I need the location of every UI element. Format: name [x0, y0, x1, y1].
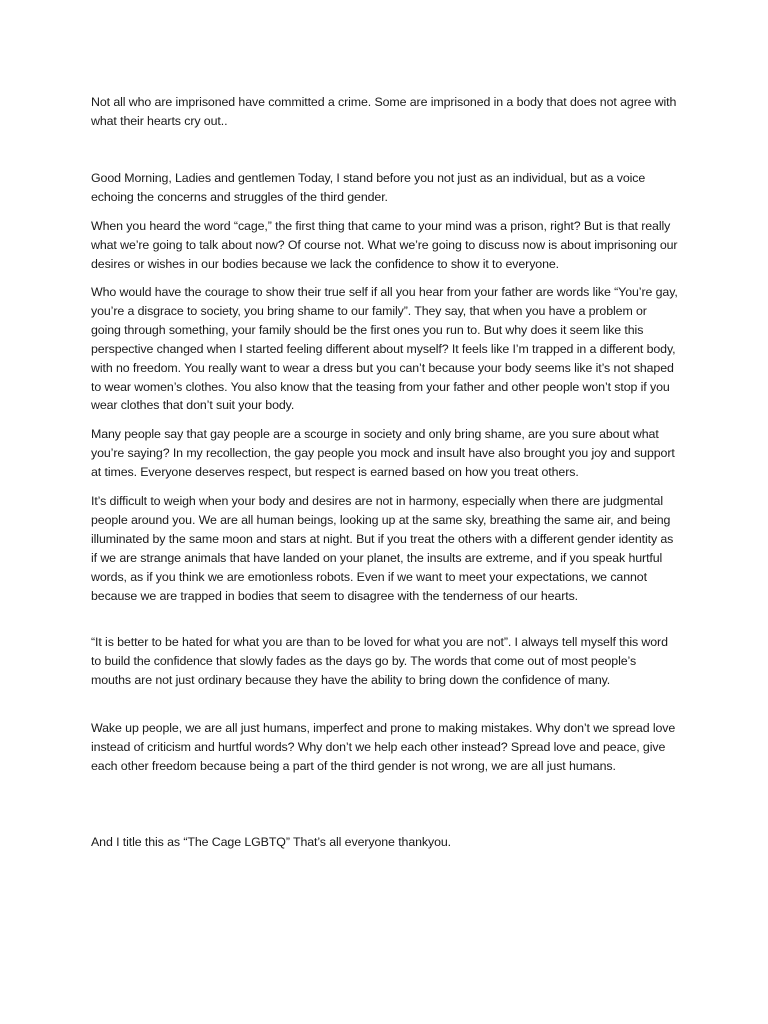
greeting-paragraph: Good Morning, Ladies and gentlemen Today, I stand before you not just as an individual, but as a voice echoing the concerns and struggles of the third gender. [91, 171, 646, 204]
opening-quote-paragraph: Not all who are imprisoned have committed a crime. Some are imprisoned in a body that does not agree with what their hearts cry out.. [91, 95, 677, 128]
cage-paragraph: When you heard the word “cage,” the first thing that came to your mind was a prison, right? But is that really what we’re going to talk about now? Of course not. What we’re going to discuss now is about imprisoning our desires or wishes in our bodies because we lack the confidence to show it to everyone. [91, 219, 678, 271]
harmony-paragraph: It’s difficult to weigh when your body and desires are not in harmony, especially when there are judgmental people around you. We are all human beings, looking up at the same sky, breathing the same air, and being illuminated by the same moon and stars at night. But if you treat the others with a different gender identity as if we are strange animals that have landed on your planet, the insults are extreme, and if you speak hurtful words, as if you think we are emotionless robots. Even if we want to meet your expectations, we cannot because we are trapped in bodies that seem to disagree with the tenderness of our hearts. [91, 494, 674, 603]
wake-up-paragraph: Wake up people, we are all just humans, imperfect and prone to making mistakes. Why don’t we spread love instead of criticism and hurtful words? Why don’t we help each other instead? Spread love and peace, give each other freedom because being a part of the third gender is not wrong, we are all just humans. [91, 721, 676, 773]
closing-paragraph: And I title this as “The Cage LGBTQ” That’s all everyone thankyou. [91, 835, 452, 849]
respect-paragraph: Many people say that gay people are a scourge in society and only bring shame, are you sure about what you’re saying? In my recollection, the gay people you mock and insult have also brought you joy and support at times. Everyone deserves respect, but respect is earned based on how you treat others. [91, 427, 675, 479]
hated-quote-paragraph: “It is better to be hated for what you are than to be loved for what you are not”. I always tell myself this word to build the confidence that slowly fades as the days go by. The words that come out of most people’s mouths are not just ordinary because they have the ability to bring down the confidence of many. [91, 635, 668, 687]
courage-paragraph: Who would have the courage to show their true self if all you hear from your father are words like “You’re gay, you’re a disgrace to society, you bring shame to our family”. They say, that when you have a problem or going through something, your family should be the first ones you run to. But why does it seem like this perspective changed when I started feeling different about myself? It feels like I’m trapped in a different body, with no freedom. You really want to wear a dress but you can’t because your body seems like it’s not shaped to wear women’s clothes. You also know that the teasing from your father and other people won’t stop if you wear clothes that don’t suit your body. [91, 285, 678, 413]
